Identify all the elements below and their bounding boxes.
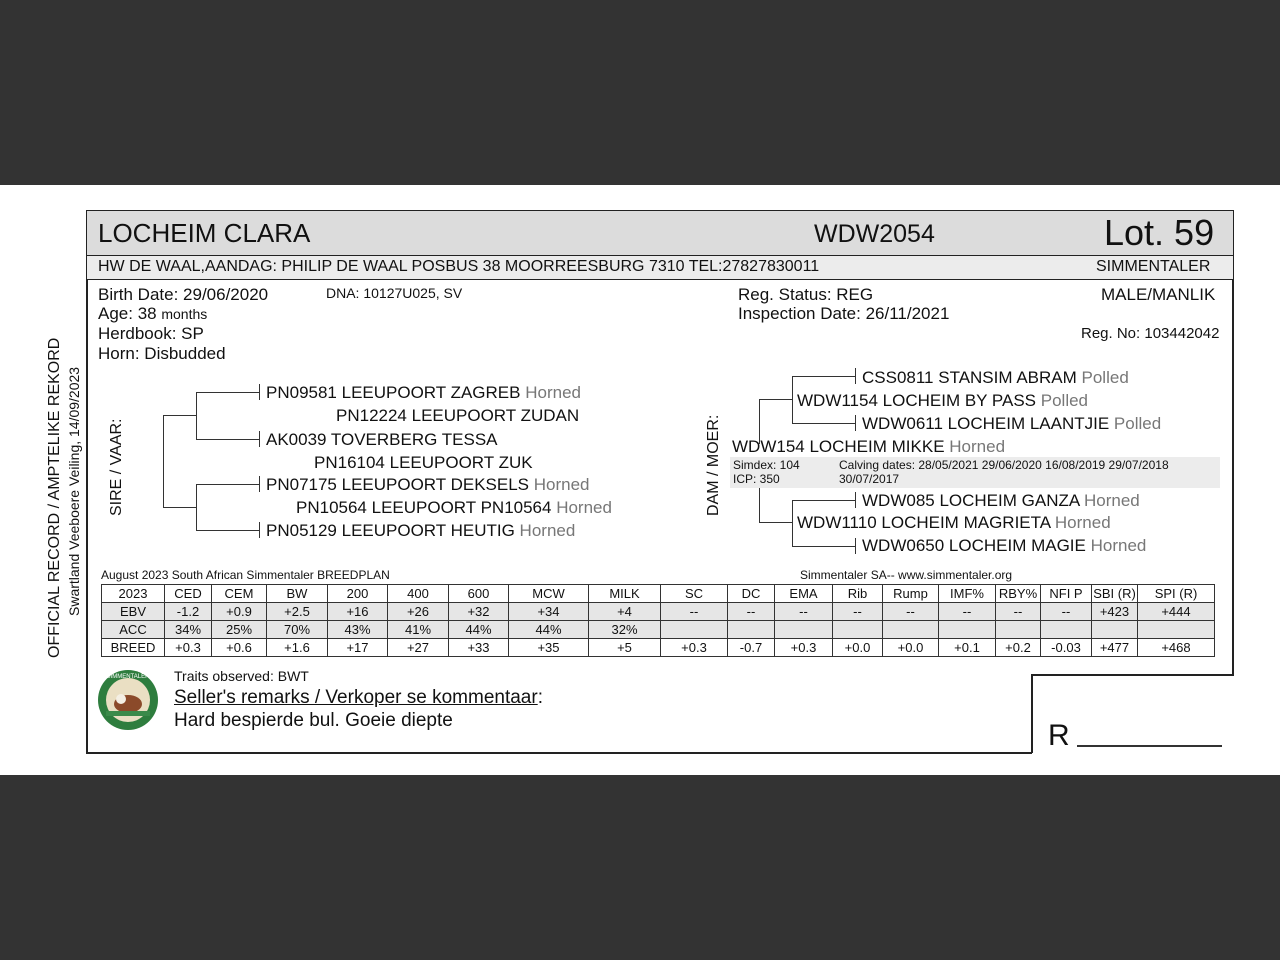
dam-main [732, 437, 1005, 457]
breedplan-header-cell: 400 [388, 585, 449, 603]
dam-ss-bracket [792, 376, 793, 423]
dam-main-tag: Horned [949, 437, 1006, 456]
breedplan-header-cell: MCW [509, 585, 589, 603]
dam-main-name: WDW154 LOCHEIM MIKKE [732, 437, 945, 456]
sire-ss-tag: Horned [525, 383, 581, 402]
breedplan-header-cell: RBY% [996, 585, 1041, 603]
dam-calving-dates-2: 30/07/2017 [839, 472, 900, 486]
dam-dd-bracket [792, 500, 793, 546]
breedplan-header-cell: 2023 [102, 585, 165, 603]
breedplan-cell: +0.2 [996, 639, 1041, 657]
sire-s-bottom [196, 439, 260, 440]
sire-s-top [196, 392, 260, 393]
breedplan-cell: EBV [102, 603, 165, 621]
simmentaler-logo-icon [97, 669, 159, 731]
breedplan-cell [1138, 621, 1215, 639]
breed-name: SIMMENTALER [1096, 258, 1211, 275]
breedplan-cell: +27 [388, 639, 449, 657]
breedplan-cell: +423 [1092, 603, 1138, 621]
breedplan-cell: +4 [589, 603, 661, 621]
dam-dds-name: WDW085 LOCHEIM GANZA [862, 491, 1080, 510]
breedplan-header-cell: 600 [449, 585, 509, 603]
breedplan-cell: +444 [1138, 603, 1215, 621]
breedplan-header-cell: SC [661, 585, 728, 603]
breedplan-cell [996, 621, 1041, 639]
breedplan-row [102, 621, 1215, 639]
herdbook: Herdbook: SP [98, 324, 204, 343]
breedplan-cell: ACC [102, 621, 165, 639]
sire-d-top [196, 484, 260, 485]
sex: MALE/MANLIK [1101, 285, 1216, 304]
price-box-top [1031, 674, 1234, 676]
dam-dd-top [792, 500, 856, 501]
breedplan-row [102, 639, 1215, 657]
dam-d-bottom [759, 522, 792, 523]
remarks-title: Seller's remarks / Verkoper se kommentaar [174, 687, 538, 708]
breedplan-cell: -- [883, 603, 939, 621]
dam-label: DAM / MOER: [705, 414, 722, 516]
sire-d-name: PN10564 LEEUPOORT PN10564 [296, 498, 552, 517]
breedplan-cell: +0.1 [939, 639, 996, 657]
reg-status: Reg. Status: REG [738, 285, 874, 304]
dam-dd-bottom [792, 546, 856, 547]
breedplan-cell: 70% [267, 621, 328, 639]
breedplan-cell: +17 [328, 639, 388, 657]
breedplan-header-cell: MILK [589, 585, 661, 603]
dam-d-bracket [759, 488, 760, 522]
dam-simdex: Simdex: 104 [733, 458, 800, 472]
price-box-left [1031, 674, 1033, 753]
breedplan-cell: -- [833, 603, 883, 621]
dam-dd-top-end [855, 492, 856, 508]
dam-dds [862, 491, 1140, 511]
breedplan-header-cell: EMA [775, 585, 833, 603]
breedplan-cell: +0.0 [833, 639, 883, 657]
breedplan-cell: 41% [388, 621, 449, 639]
breedplan-cell: +1.6 [267, 639, 328, 657]
breedplan-cell: +477 [1092, 639, 1138, 657]
dam-ddd-name: WDW0650 LOCHEIM MAGIE [862, 536, 1086, 555]
breedplan-cell: +34 [509, 603, 589, 621]
reg-number: Reg. No: 103442042 [1081, 325, 1220, 342]
breedplan-cell: +0.3 [775, 639, 833, 657]
animal-id: WDW2054 [814, 220, 935, 248]
breedplan-cell: -0.03 [1041, 639, 1092, 657]
breedplan-header-cell: Rump [883, 585, 939, 603]
price-label: R [1048, 719, 1070, 752]
sire-ss [266, 383, 581, 403]
breedplan-cell [728, 621, 775, 639]
breedplan-title: August 2023 South African Simmentaler BREEDPLAN [101, 568, 390, 582]
dam-ss-bottom [792, 423, 856, 424]
sire-ss-name: PN09581 LEEUPOORT ZAGREB [266, 383, 521, 402]
breedplan-cell: -- [775, 603, 833, 621]
breedplan-cell: 32% [589, 621, 661, 639]
breedplan-cell: +26 [388, 603, 449, 621]
breedplan-cell: -0.7 [728, 639, 775, 657]
breedplan-cell: 44% [449, 621, 509, 639]
sire-dd [266, 521, 575, 541]
sire-d-bottom [196, 530, 260, 531]
sire-tick-bottom [163, 507, 196, 508]
sire-bracket [163, 415, 164, 507]
breedplan-cell: +0.9 [212, 603, 267, 621]
sire-s: PN12224 LEEUPOORT ZUDAN [336, 406, 580, 425]
age-unit: months [161, 306, 208, 322]
traits-observed: Traits observed: BWT [174, 668, 309, 684]
dam-dd-tag: Horned [1054, 513, 1111, 532]
breedplan-table [101, 584, 1215, 657]
sire-dd-name: PN05129 LEEUPOORT HEUTIG [266, 521, 515, 540]
dam-ss-top-end [855, 368, 856, 384]
breedplan-cell: +2.5 [267, 603, 328, 621]
sire-d-bracket [196, 484, 197, 530]
auction-info: Swartland Veeboere Veiling, 14/09/2023 [66, 366, 82, 616]
breedplan-cell [775, 621, 833, 639]
frame-left [86, 210, 88, 753]
dam-sss-name: CSS0811 STANSIM ABRAM [862, 368, 1077, 387]
breedplan-cell: +0.6 [212, 639, 267, 657]
sire-s-bracket [196, 392, 197, 439]
breedplan-cell: -- [939, 603, 996, 621]
sire-ds-name: PN07175 LEEUPOORT DEKSELS [266, 475, 530, 494]
dna-info: DNA: 10127U025, SV [326, 285, 463, 301]
breedplan-cell: 25% [212, 621, 267, 639]
breedplan-header-cell: BW [267, 585, 328, 603]
breedplan-cell: BREED [102, 639, 165, 657]
record-title: OFFICIAL RECORD / AMPTELIKE REKORD [46, 337, 63, 658]
breedplan-cell [1041, 621, 1092, 639]
breedplan-header-cell: Rib [833, 585, 883, 603]
dam-ddd-tag: Horned [1090, 536, 1147, 555]
breedplan-cell: -1.2 [165, 603, 212, 621]
dam-calving-dates: Calving dates: 28/05/2021 29/06/2020 16/08/2019 29/07/2018 [839, 458, 1169, 472]
remarks-heading [174, 687, 543, 709]
breedplan-header-cell: DC [728, 585, 775, 603]
breedplan-cell: -- [996, 603, 1041, 621]
breedplan-header-cell: SBI (R) [1093, 586, 1136, 601]
frame-bottom [86, 752, 1032, 754]
dam-s-top [759, 399, 792, 400]
dam-ss-tag: Polled [1040, 391, 1089, 410]
age-value: Age: 38 [98, 304, 157, 323]
breedplan-header-cell: 200 [328, 585, 388, 603]
sire-s-top-end [259, 384, 260, 400]
dam-dd-bottom-end [855, 538, 856, 554]
breedplan-cell: +0.3 [165, 639, 212, 657]
dam-sss [862, 368, 1129, 388]
dam-dd [797, 513, 1111, 533]
sire-label: SIRE / VAAR: [108, 418, 125, 516]
breedplan-cell: -- [728, 603, 775, 621]
breedplan-header-row [102, 585, 1215, 603]
breedplan-header-cell: NFI P [1041, 585, 1092, 603]
price-input-line[interactable] [1077, 745, 1222, 747]
breedplan-cell [883, 621, 939, 639]
dam-icp: ICP: 350 [733, 472, 780, 486]
breedplan-cell: +0.0 [883, 639, 939, 657]
sire-main: PN16104 LEEUPOORT ZUK [314, 453, 533, 472]
inspection-date: Inspection Date: 26/11/2021 [738, 304, 950, 323]
breedplan-header-cell: IMF% [939, 585, 996, 603]
dam-ss-name: WDW1154 LOCHEIM BY PASS [797, 391, 1037, 410]
sire-sd: AK0039 TOVERBERG TESSA [266, 430, 498, 449]
dam-dd-name: WDW1110 LOCHEIM MAGRIETA [797, 513, 1051, 532]
animal-name: LOCHEIM CLARA [98, 218, 311, 248]
horn-status: Horn: Disbudded [98, 344, 226, 363]
dam-ssd [862, 414, 1161, 434]
sire-ds [266, 475, 590, 495]
logo-text: SIMMENTALER [106, 674, 150, 680]
breedplan-cell: -- [1041, 603, 1092, 621]
breedplan-cell: +5 [589, 639, 661, 657]
breedplan-cell [939, 621, 996, 639]
breedplan-header-cell: CED [165, 585, 212, 603]
sire-ds-tag: Horned [533, 475, 590, 494]
breedplan-cell: +32 [449, 603, 509, 621]
birth-date: Birth Date: 29/06/2020 [98, 285, 269, 304]
breedplan-cell [661, 621, 728, 639]
breedplan-cell [833, 621, 883, 639]
dam-ss [797, 391, 1088, 411]
breedplan-cell: 43% [328, 621, 388, 639]
sire-d [296, 498, 612, 518]
breedplan-header-cell: SPI (R) [1138, 585, 1215, 603]
sire-dd-tag: Horned [519, 521, 576, 540]
breedplan-cell: +35 [509, 639, 589, 657]
dam-ssd-name: WDW0611 LOCHEIM LAANTJIE [862, 414, 1110, 433]
remarks-colon: : [537, 687, 543, 708]
sire-s-bottom-end [259, 431, 260, 447]
dam-ss-top [792, 376, 856, 377]
age [98, 304, 207, 324]
breedplan-header-cell: CEM [212, 585, 267, 603]
breedplan-cell: +33 [449, 639, 509, 657]
breedplan-cell: +468 [1138, 639, 1215, 657]
dam-sss-tag: Polled [1081, 368, 1129, 387]
owner-line: HW DE WAAL,AANDAG: PHILIP DE WAAL POSBUS 38 MOORREESBURG 7310 TEL:27827830011 [98, 258, 820, 275]
breedplan-cell [1092, 621, 1138, 639]
sire-d-tag: Horned [556, 498, 612, 517]
breedplan-cell: -- [661, 603, 728, 621]
breedplan-row [102, 603, 1215, 621]
breedplan-site: Simmentaler SA-- www.simmentaler.org [800, 568, 1013, 582]
breedplan-cell: 44% [509, 621, 589, 639]
dam-dds-tag: Horned [1084, 491, 1140, 510]
dam-ddd [862, 536, 1146, 556]
breedplan-cell: 34% [165, 621, 212, 639]
lot-number: Lot. 59 [1104, 212, 1215, 253]
sire-tick-top [163, 415, 196, 416]
sire-d-top-end [259, 476, 260, 492]
seller-remarks: Hard bespierde bul. Goeie diepte [174, 710, 453, 731]
logo [97, 669, 159, 731]
sire-d-bottom-end [259, 522, 260, 538]
breedplan-cell: +16 [328, 603, 388, 621]
dam-ssd-tag: Polled [1113, 414, 1162, 433]
dam-ss-bottom-end [855, 415, 856, 431]
breedplan-cell: +0.3 [661, 639, 728, 657]
